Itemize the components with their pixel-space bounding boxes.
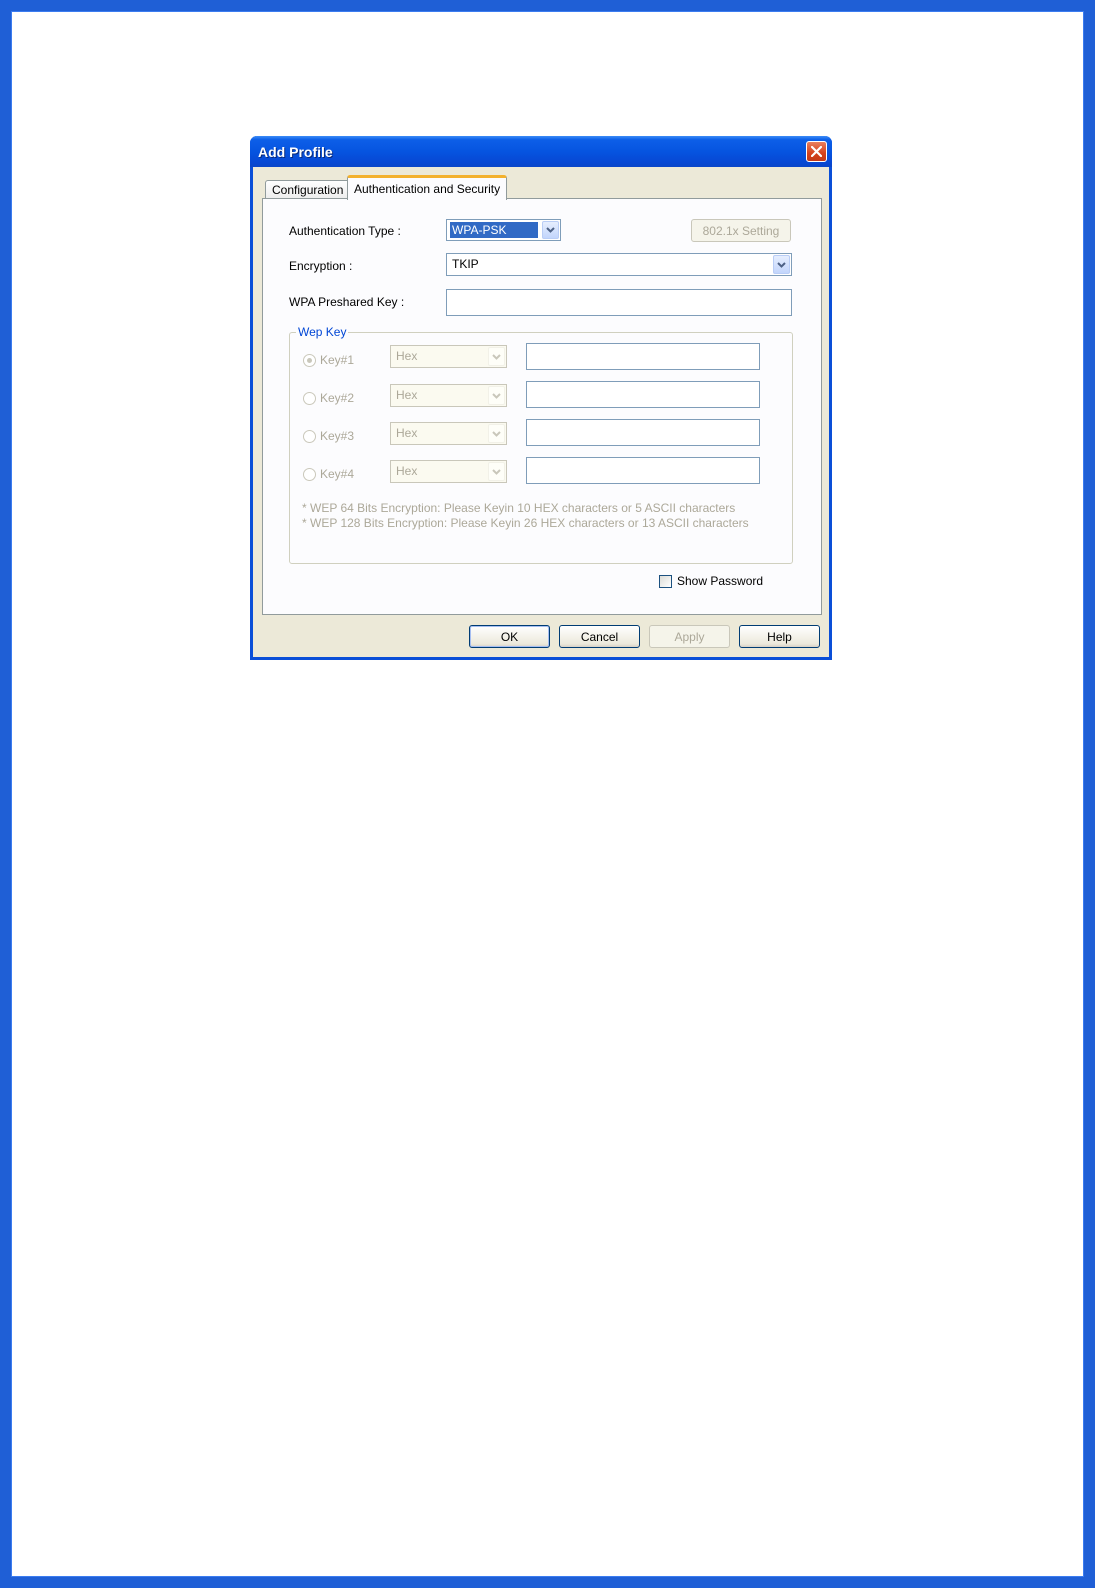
key2-input[interactable] xyxy=(526,381,760,408)
key4-format-select[interactable] xyxy=(390,460,507,483)
key2-label: Key#2 xyxy=(320,391,355,405)
key2-format-select[interactable] xyxy=(390,384,507,407)
wep-key-legend: Wep Key xyxy=(298,325,347,339)
key3-input[interactable] xyxy=(526,419,760,446)
auth-type-value: WPA-PSK xyxy=(450,222,538,238)
encryption-dropdown-button[interactable] xyxy=(773,255,790,274)
preshared-key-label: WPA Preshared Key : xyxy=(289,295,405,309)
encryption-label: Encryption : xyxy=(289,259,353,273)
apply-button[interactable]: Apply xyxy=(649,625,730,648)
close-button[interactable] xyxy=(806,141,827,162)
key3-radio[interactable] xyxy=(303,430,316,443)
key3-format-select[interactable] xyxy=(390,422,507,445)
wep-key-group xyxy=(289,325,793,564)
auth-type-select[interactable] xyxy=(446,219,561,241)
8021x-setting-button[interactable]: 802.1x Setting xyxy=(691,219,791,242)
key3-dropdown-button[interactable] xyxy=(488,424,505,443)
tab-configuration[interactable]: Configuration xyxy=(265,180,350,199)
preshared-key-input[interactable] xyxy=(446,289,792,316)
tab-panel xyxy=(262,198,822,615)
key1-label: Key#1 xyxy=(320,353,355,367)
chevron-down-icon xyxy=(546,227,555,233)
key1-radio[interactable] xyxy=(303,354,316,367)
key4-dropdown-button[interactable] xyxy=(488,462,505,481)
key2-radio[interactable] xyxy=(303,392,316,405)
chevron-down-icon xyxy=(492,354,501,360)
wep128-note: * WEP 128 Bits Encryption: Please Keyin 26 HEX characters or 13 ASCII characters xyxy=(302,516,749,530)
chevron-down-icon xyxy=(492,393,501,399)
auth-type-label: Authentication Type : xyxy=(289,224,401,238)
dialog-title: Add Profile xyxy=(258,144,333,160)
ok-button[interactable]: OK xyxy=(469,625,550,648)
key1-dropdown-button[interactable] xyxy=(488,347,505,366)
key4-format-value: Hex xyxy=(396,464,418,478)
show-password-label[interactable]: Show Password xyxy=(677,574,764,588)
auth-type-dropdown-button[interactable] xyxy=(542,221,559,239)
key3-label: Key#3 xyxy=(320,429,355,443)
key1-format-select[interactable] xyxy=(390,345,507,368)
key2-format-value: Hex xyxy=(396,388,418,402)
key3-format-value: Hex xyxy=(396,426,418,440)
wep64-note: * WEP 64 Bits Encryption: Please Keyin 10 HEX characters or 5 ASCII characters xyxy=(302,501,736,515)
key4-radio[interactable] xyxy=(303,468,316,481)
help-button[interactable]: Help xyxy=(739,625,820,648)
key1-format-value: Hex xyxy=(396,349,418,363)
encryption-value: TKIP xyxy=(452,257,479,271)
key4-label: Key#4 xyxy=(320,467,355,481)
chevron-down-icon xyxy=(492,431,501,437)
tab-strip xyxy=(263,174,823,200)
add-profile-dialog xyxy=(250,136,832,660)
chevron-down-icon xyxy=(492,469,501,475)
tab-authentication-security[interactable]: Authentication and Security xyxy=(347,175,507,200)
key2-dropdown-button[interactable] xyxy=(488,386,505,405)
key4-input[interactable] xyxy=(526,457,760,484)
show-password-checkbox[interactable] xyxy=(659,575,672,588)
key1-input[interactable] xyxy=(526,343,760,370)
close-x-icon xyxy=(811,146,822,157)
title-bar[interactable] xyxy=(250,136,832,167)
encryption-select[interactable] xyxy=(446,253,792,276)
cancel-button[interactable]: Cancel xyxy=(559,625,640,648)
chevron-down-icon xyxy=(777,262,786,268)
